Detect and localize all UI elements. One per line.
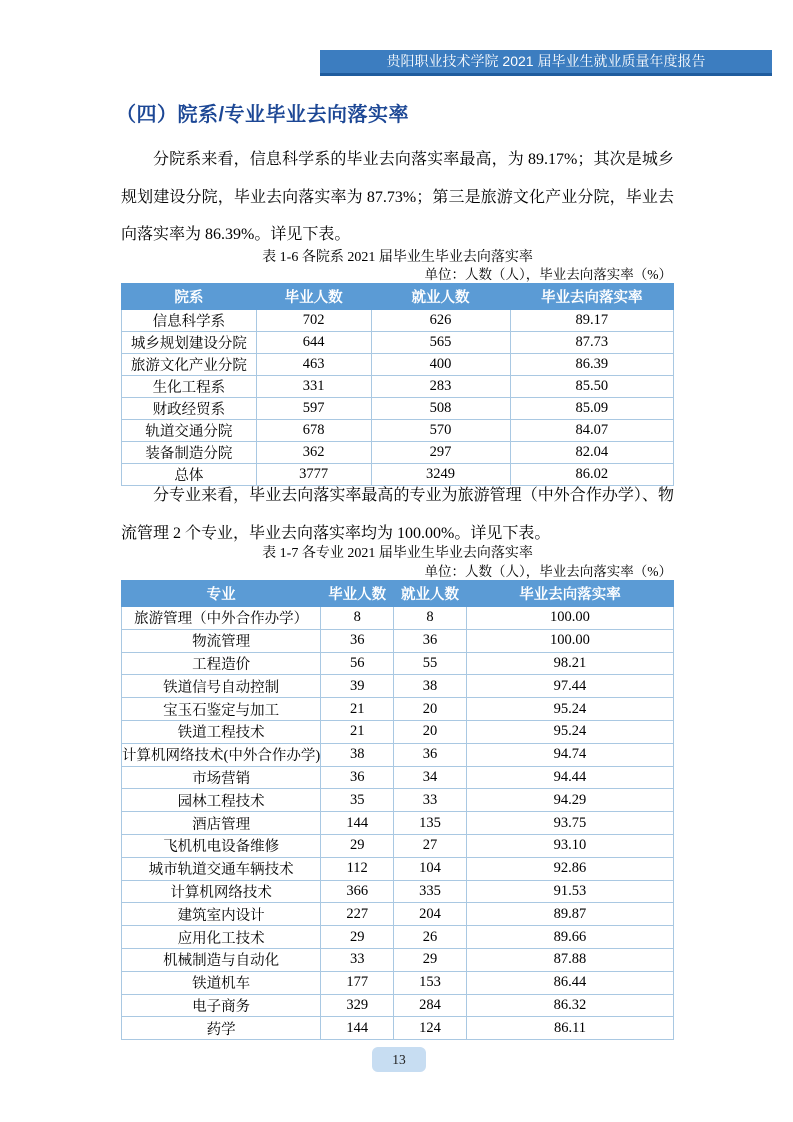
table-cell: 644 [256, 332, 371, 354]
table-row [122, 720, 674, 743]
table-cell: 20 [394, 698, 467, 721]
table-row [122, 766, 674, 789]
table-cell: 678 [256, 420, 371, 442]
table-cell: 135 [394, 812, 467, 835]
table-row [122, 994, 674, 1017]
majors-table-caption: 表 1-7 各专业 2021 届毕业生毕业去向落实率 [262, 546, 533, 561]
table-cell: 94.44 [466, 766, 673, 789]
table-cell: 8 [321, 607, 394, 630]
table-row [122, 332, 674, 354]
table-row [122, 652, 674, 675]
table-cell: 36 [321, 766, 394, 789]
table-cell: 97.44 [466, 675, 673, 698]
table-cell: 86.32 [466, 994, 673, 1017]
paragraph-majors-summary: 分专业来看，毕业去向落实率最高的专业为旅游管理（中外合作办学）、物流管理 2 个专业，毕业去向落实率均为 100.00%。详见下表。 [121, 487, 674, 542]
table-cell: 100.00 [466, 607, 673, 630]
table-cell: 335 [394, 880, 467, 903]
table-cell: 铁道机车 [122, 971, 321, 994]
paragraph-departments-summary: 分院系来看，信息科学系的毕业去向落实率最高，为 89.17%；其次是城乡规划建设分院，毕业去向落实率为 87.73%；第三是旅游文化产业分院，毕业去向落实率为 86.39%。详见下表。 [121, 151, 674, 243]
table-row [122, 926, 674, 949]
table-cell: 92.86 [466, 857, 673, 880]
section-title: （四）院系/专业毕业去向落实率 [116, 104, 410, 126]
table-cell: 园林工程技术 [122, 789, 321, 812]
table-row [122, 698, 674, 721]
table-row [122, 310, 674, 332]
table-cell: 城市轨道交通车辆技术 [122, 857, 321, 880]
table-cell: 旅游管理（中外合作办学） [122, 607, 321, 630]
table-cell: 酒店管理 [122, 812, 321, 835]
table-row [122, 398, 674, 420]
table-cell: 21 [321, 720, 394, 743]
table-cell: 工程造价 [122, 652, 321, 675]
table-cell: 建筑室内设计 [122, 903, 321, 926]
departments-table-caption: 表 1-6 各院系 2021 届毕业生毕业去向落实率 [262, 250, 533, 265]
table-cell: 生化工程系 [122, 376, 257, 398]
table-cell: 124 [394, 1017, 467, 1040]
table-cell: 56 [321, 652, 394, 675]
table-cell: 8 [394, 607, 467, 630]
majors-table [121, 580, 674, 1040]
table-cell: 铁道工程技术 [122, 720, 321, 743]
table-row [122, 376, 674, 398]
table-cell: 20 [394, 720, 467, 743]
table-cell: 27 [394, 834, 467, 857]
departments-table [121, 283, 674, 486]
table-row [122, 971, 674, 994]
table-row [122, 420, 674, 442]
table-cell: 400 [371, 354, 510, 376]
table-header-row [122, 284, 674, 310]
table-cell: 38 [321, 743, 394, 766]
table-cell: 21 [321, 698, 394, 721]
majors-table-body [122, 607, 674, 1040]
table-cell: 94.29 [466, 789, 673, 812]
column-header: 毕业去向落实率 [466, 581, 673, 607]
table-cell: 329 [321, 994, 394, 1017]
table-row [122, 354, 674, 376]
table-cell: 38 [394, 675, 467, 698]
table-cell: 应用化工技术 [122, 926, 321, 949]
table-row [122, 442, 674, 464]
table-cell: 市场营销 [122, 766, 321, 789]
table-row [122, 675, 674, 698]
table-cell: 36 [321, 629, 394, 652]
table-cell: 95.24 [466, 698, 673, 721]
table-row [122, 948, 674, 971]
table-cell: 装备制造分院 [122, 442, 257, 464]
table-cell: 飞机机电设备维修 [122, 834, 321, 857]
table-cell: 财政经贸系 [122, 398, 257, 420]
column-header: 院系 [122, 284, 257, 310]
table-cell: 总体 [122, 464, 257, 486]
table-cell: 95.24 [466, 720, 673, 743]
table-cell: 89.17 [510, 310, 673, 332]
table-cell: 3249 [371, 464, 510, 486]
table-row [122, 607, 674, 630]
table-cell: 283 [371, 376, 510, 398]
table-cell: 计算机网络技术(中外合作办学) [122, 743, 321, 766]
table-cell: 物流管理 [122, 629, 321, 652]
table-cell: 城乡规划建设分院 [122, 332, 257, 354]
table-cell: 297 [371, 442, 510, 464]
table-row [122, 743, 674, 766]
column-header: 就业人数 [394, 581, 467, 607]
table-cell: 计算机网络技术 [122, 880, 321, 903]
departments-table-body [122, 310, 674, 486]
table-cell: 227 [321, 903, 394, 926]
column-header: 毕业去向落实率 [510, 284, 673, 310]
table-cell: 93.75 [466, 812, 673, 835]
table-cell: 33 [394, 789, 467, 812]
table-cell: 153 [394, 971, 467, 994]
table-cell: 144 [321, 812, 394, 835]
table-cell: 570 [371, 420, 510, 442]
table-cell: 89.66 [466, 926, 673, 949]
table-cell: 3777 [256, 464, 371, 486]
table-cell: 85.50 [510, 376, 673, 398]
table-row [122, 857, 674, 880]
column-header: 专业 [122, 581, 321, 607]
table-cell: 597 [256, 398, 371, 420]
table-cell: 34 [394, 766, 467, 789]
table-cell: 85.09 [510, 398, 673, 420]
table-cell: 87.88 [466, 948, 673, 971]
table-cell: 86.44 [466, 971, 673, 994]
table-cell: 91.53 [466, 880, 673, 903]
table-cell: 702 [256, 310, 371, 332]
table-cell: 26 [394, 926, 467, 949]
table-cell: 86.11 [466, 1017, 673, 1040]
table-cell: 93.10 [466, 834, 673, 857]
table-cell: 284 [394, 994, 467, 1017]
table-row [122, 880, 674, 903]
table-cell: 29 [321, 834, 394, 857]
table-cell: 463 [256, 354, 371, 376]
table-cell: 86.39 [510, 354, 673, 376]
table-row [122, 834, 674, 857]
column-header: 就业人数 [371, 284, 510, 310]
table-row [122, 789, 674, 812]
table-cell: 35 [321, 789, 394, 812]
table-cell: 轨道交通分院 [122, 420, 257, 442]
table-cell: 626 [371, 310, 510, 332]
table-header-row [122, 581, 674, 607]
table-cell: 86.02 [510, 464, 673, 486]
table-cell: 36 [394, 629, 467, 652]
table-cell: 机械制造与自动化 [122, 948, 321, 971]
table-cell: 87.73 [510, 332, 673, 354]
column-header: 毕业人数 [256, 284, 371, 310]
table-cell: 144 [321, 1017, 394, 1040]
table-row [122, 1017, 674, 1040]
table-cell: 信息科学系 [122, 310, 257, 332]
table-cell: 电子商务 [122, 994, 321, 1017]
page-number-badge: 13 [372, 1047, 426, 1072]
table-cell: 55 [394, 652, 467, 675]
table-cell: 100.00 [466, 629, 673, 652]
column-header: 毕业人数 [321, 581, 394, 607]
table-cell: 177 [321, 971, 394, 994]
departments-table-unit-note: 单位：人数（人），毕业去向落实率（%） [424, 267, 672, 282]
table-cell: 33 [321, 948, 394, 971]
table-cell: 362 [256, 442, 371, 464]
table-cell: 366 [321, 880, 394, 903]
table-cell: 331 [256, 376, 371, 398]
table-cell: 36 [394, 743, 467, 766]
table-row [122, 629, 674, 652]
table-row [122, 903, 674, 926]
report-header-banner: 贵阳职业技术学院 2021 届毕业生就业质量年度报告 [320, 50, 772, 76]
table-cell: 29 [394, 948, 467, 971]
table-cell: 铁道信号自动控制 [122, 675, 321, 698]
table-cell: 29 [321, 926, 394, 949]
table-cell: 104 [394, 857, 467, 880]
table-cell: 112 [321, 857, 394, 880]
table-cell: 旅游文化产业分院 [122, 354, 257, 376]
table-cell: 89.87 [466, 903, 673, 926]
table-cell: 565 [371, 332, 510, 354]
table-cell: 98.21 [466, 652, 673, 675]
table-cell: 204 [394, 903, 467, 926]
table-cell: 药学 [122, 1017, 321, 1040]
table-row [122, 812, 674, 835]
table-cell: 82.04 [510, 442, 673, 464]
table-cell: 84.07 [510, 420, 673, 442]
table-cell: 39 [321, 675, 394, 698]
table-cell: 宝玉石鉴定与加工 [122, 698, 321, 721]
majors-table-unit-note: 单位：人数（人），毕业去向落实率（%） [424, 564, 672, 579]
table-cell: 94.74 [466, 743, 673, 766]
table-cell: 508 [371, 398, 510, 420]
